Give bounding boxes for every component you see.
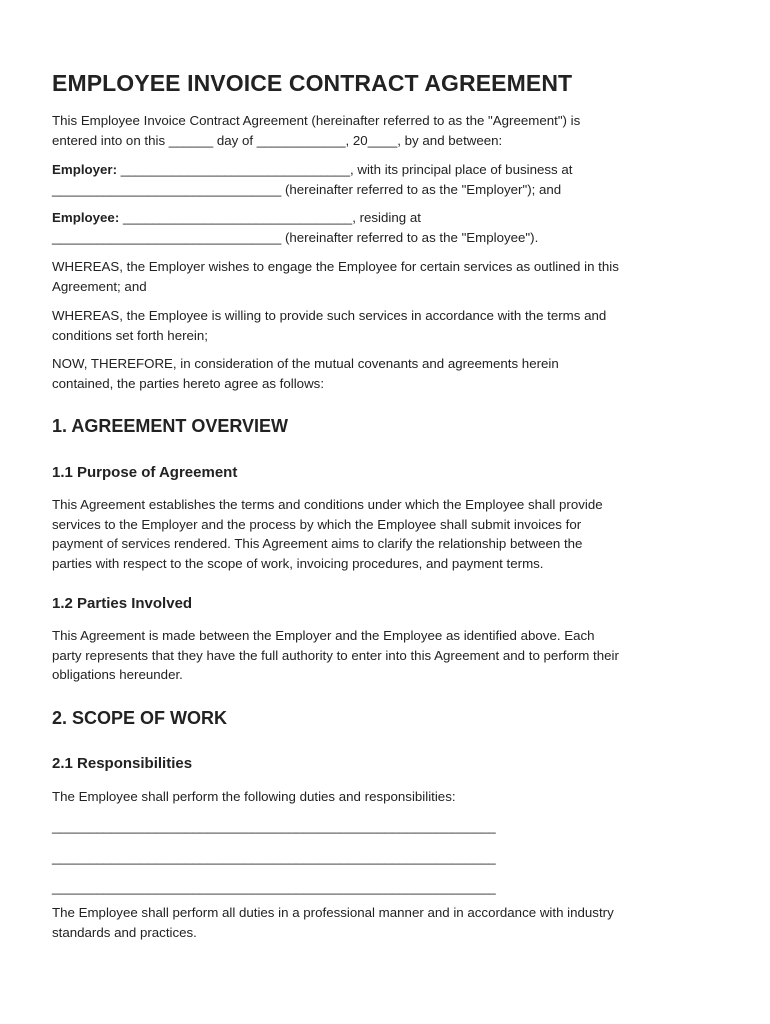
whereas-line: conditions set forth herein; [52,327,208,343]
employee-label: Employee: [52,210,120,225]
paragraph-line: payment of services rendered. This Agreement aims to clarify the relationship between the [52,536,583,552]
employer-address-line: _______________________________ (hereinafter referred to as the "Employer"); and [52,181,562,197]
employer-name-blank: _______________________________, with its principal place of business at [117,162,573,177]
whereas-line: WHEREAS, the Employee is willing to provide such services in accordance with the terms and [52,308,607,323]
section-1-2-heading: 1.2 Parties Involved [52,595,193,612]
employee-paragraph [52,208,732,247]
now-therefore-line: contained, the parties hereto agree as follows: [52,375,325,391]
intro-line: entered into on this ______ day of ____________, 20____, by and between: [52,132,503,148]
paragraph-line: This Agreement is made between the Employer and the Employee as identified above. Each [52,628,595,643]
intro-paragraph [52,111,732,150]
paragraph-line: standards and practices. [52,924,197,940]
section-2-1-intro: The Employee shall perform the following duties and responsibilities: [52,789,456,804]
section-1-heading: 1. AGREEMENT OVERVIEW [52,416,289,436]
paragraph-line: obligations hereunder. [52,667,183,683]
employer-paragraph [52,160,732,199]
section-2-1-closing [52,903,732,942]
section-2-heading: 2. SCOPE OF WORK [52,708,228,728]
section-1-1-heading: 1.1 Purpose of Agreement [52,464,238,481]
responsibility-blank-line: ____________________________________________________________ [52,819,496,834]
paragraph-line: This Agreement establishes the terms and conditions under which the Employee shall provide [52,497,603,512]
intro-line: This Employee Invoice Contract Agreement (hereinafter referred to as the "Agreement") is [52,113,581,128]
paragraph-line: party represents that they have the full authority to enter into this Agreement and to perform their [52,647,619,663]
whereas-line: Agreement; and [52,278,147,294]
paragraph-line: services to the Employer and the process by which the Employee shall submit invoices for [52,516,582,532]
employee-address-line: _______________________________ (hereinafter referred to as the "Employee"). [52,229,539,245]
now-therefore-line: NOW, THEREFORE, in consideration of the mutual covenants and agreements herein [52,356,559,371]
now-therefore-paragraph [52,354,732,393]
paragraph-line: The Employee shall perform all duties in a professional manner and in accordance with industry [52,905,614,920]
employer-label: Employer: [52,162,118,177]
section-1-1-paragraph [52,495,732,573]
employer-line [52,160,732,180]
employee-line [52,208,732,228]
whereas-employee-paragraph [52,306,732,345]
employee-name-blank: _______________________________, residing at [119,210,421,225]
section-1-2-paragraph [52,626,732,685]
section-2-1-heading: 2.1 Responsibilities [52,755,193,772]
whereas-line: WHEREAS, the Employer wishes to engage the Employee for certain services as outlined in this [52,259,619,274]
whereas-employer-paragraph [52,257,732,296]
document-title: EMPLOYEE INVOICE CONTRACT AGREEMENT [52,70,573,96]
responsibility-blank-line: ____________________________________________________________ [52,850,496,865]
responsibility-blank-line: ____________________________________________________________ [52,880,496,895]
paragraph-line: parties with respect to the scope of work, invoicing procedures, and payment terms. [52,555,544,571]
